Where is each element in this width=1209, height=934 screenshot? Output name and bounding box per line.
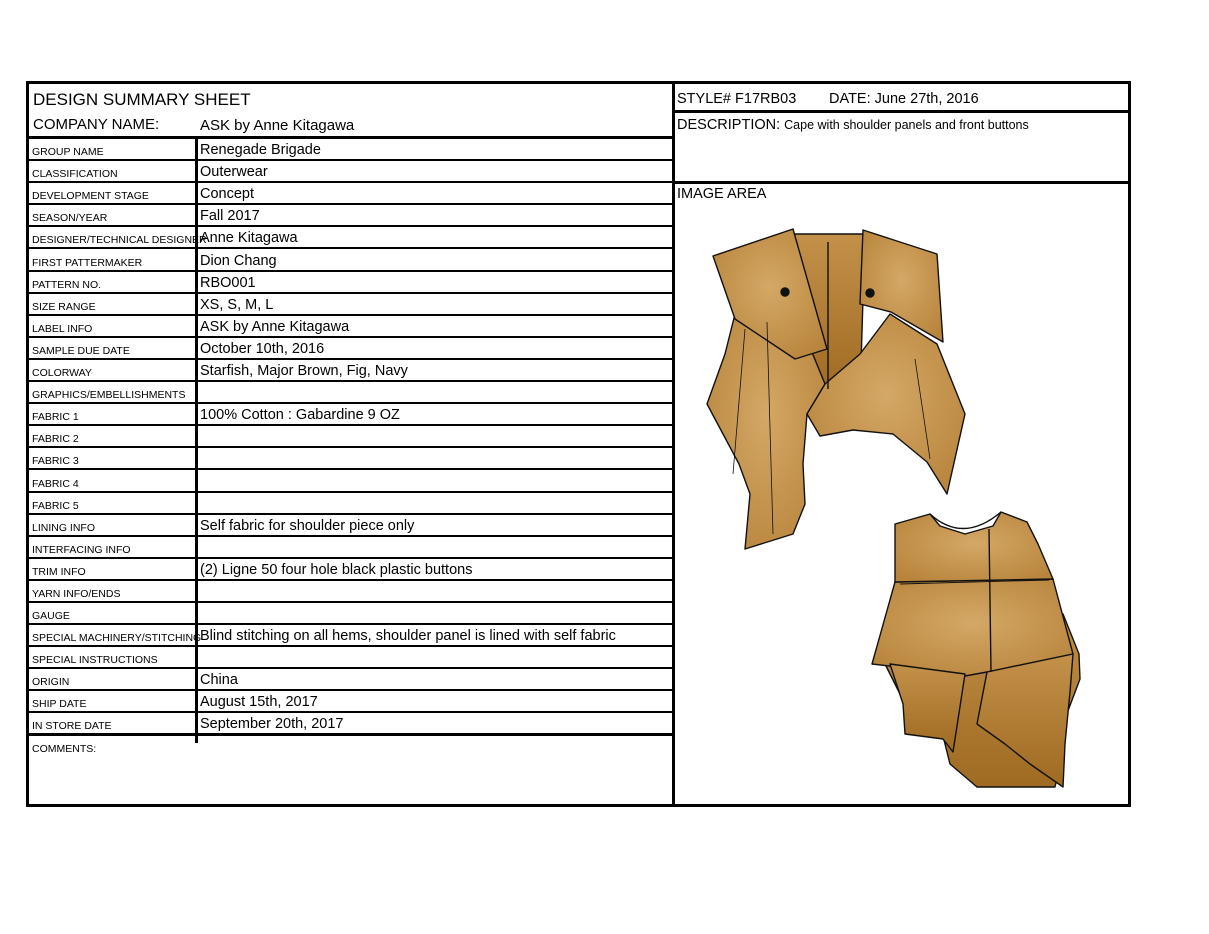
field-label: COLORWAY	[32, 367, 92, 380]
table-row	[29, 183, 672, 205]
field-value: ASK by Anne Kitagawa	[200, 318, 350, 335]
field-label: ORIGIN	[32, 676, 70, 689]
field-value: Blind stitching on all hems, shoulder panel is lined with self fabric	[200, 628, 616, 645]
field-label: GROUP NAME	[32, 146, 104, 159]
field-label: FABRIC 2	[32, 433, 79, 446]
field-label: SEASON/YEAR	[32, 212, 108, 225]
field-value: 100% Cotton : Gabardine 9 OZ	[200, 407, 400, 424]
description	[677, 117, 1029, 133]
field-label: FABRIC 5	[32, 499, 79, 512]
field-label: SPECIAL INSTRUCTIONS	[32, 654, 158, 667]
table-row	[29, 139, 672, 161]
table-row	[29, 249, 672, 271]
field-value: Self fabric for shoulder piece only	[200, 517, 415, 534]
field-value: Dion Chang	[200, 252, 277, 269]
table-row	[29, 470, 672, 492]
field-label: FABRIC 1	[32, 411, 79, 424]
table-row	[29, 669, 672, 691]
field-value: Renegade Brigade	[200, 142, 321, 159]
field-label: SIZE RANGE	[32, 300, 96, 313]
company-name-label: COMPANY NAME:	[33, 116, 160, 133]
front-view-sketch	[707, 229, 965, 549]
table-row	[29, 691, 672, 713]
field-label: SAMPLE DUE DATE	[32, 344, 130, 357]
field-label: YARN INFO/ENDS	[32, 587, 121, 600]
table-row	[29, 603, 672, 625]
company-name-value: ASK by Anne Kitagawa	[200, 117, 355, 134]
field-label: IN STORE DATE	[32, 719, 112, 732]
table-row	[29, 713, 672, 735]
table-row	[29, 404, 672, 426]
table-row	[29, 338, 672, 360]
table-row	[29, 316, 672, 338]
field-label: SHIP DATE	[32, 698, 87, 711]
field-value: XS, S, M, L	[200, 296, 274, 313]
table-row	[29, 559, 672, 581]
field-label: GRAPHICS/EMBELLISHMENTS	[32, 389, 186, 402]
field-label: CLASSIFICATION	[32, 168, 118, 181]
details-panel	[29, 84, 675, 804]
table-row	[29, 205, 672, 227]
design-summary-sheet	[26, 81, 1131, 807]
field-label: FIRST PATTERMAKER	[32, 256, 143, 269]
field-value: RBO001	[200, 274, 256, 291]
field-value: China	[200, 672, 238, 689]
field-label: DESIGNER/TECHNICAL DESIGNER	[32, 234, 207, 247]
table-row	[29, 294, 672, 316]
table-row	[29, 493, 672, 515]
field-label: TRIM INFO	[32, 565, 86, 578]
table-row	[29, 625, 672, 647]
summary-panel	[675, 84, 1128, 804]
table-row	[29, 272, 672, 294]
style-divider	[675, 110, 1128, 113]
field-label: PATTERN NO.	[32, 278, 102, 291]
field-label: GAUGE	[32, 610, 70, 623]
table-row	[29, 360, 672, 382]
field-value: Starfish, Major Brown, Fig, Navy	[200, 363, 408, 380]
table-row	[29, 227, 672, 249]
field-label: LINING INFO	[32, 521, 96, 534]
table-row	[29, 537, 672, 559]
field-value: Fall 2017	[200, 208, 260, 225]
field-label: LABEL INFO	[32, 322, 93, 335]
field-label: INTERFACING INFO	[32, 543, 131, 556]
field-value: Concept	[200, 186, 255, 203]
back-view-sketch	[872, 512, 1080, 787]
field-value: October 10th, 2016	[200, 340, 325, 357]
description-label: DESCRIPTION:	[677, 117, 781, 133]
style-number: STYLE# F17RB03	[677, 91, 797, 107]
comments-label: COMMENTS:	[32, 743, 97, 755]
field-value: Anne Kitagawa	[200, 230, 298, 247]
table-row	[29, 426, 672, 448]
sheet-date: DATE: June 27th, 2016	[829, 91, 979, 107]
table-row	[29, 448, 672, 470]
field-label: SPECIAL MACHINERY/STITCHING	[32, 632, 202, 645]
field-label: FABRIC 3	[32, 455, 79, 468]
description-divider	[675, 181, 1128, 184]
field-label: FABRIC 4	[32, 477, 79, 490]
field-value: September 20th, 2017	[200, 715, 344, 732]
sheet-title: DESIGN SUMMARY SHEET	[33, 90, 251, 109]
field-value: August 15th, 2017	[200, 694, 318, 711]
field-value: Outerwear	[200, 164, 268, 181]
garment-sketch	[675, 204, 1128, 804]
image-area-label: IMAGE AREA	[677, 186, 767, 202]
table-row	[29, 515, 672, 537]
spec-table	[29, 139, 672, 736]
field-value: (2) Ligne 50 four hole black plastic buttons	[200, 561, 473, 578]
field-label: DEVELOPMENT STAGE	[32, 190, 149, 203]
table-row	[29, 647, 672, 669]
table-row	[29, 161, 672, 183]
label-value-divider	[195, 139, 198, 743]
description-value: Cape with shoulder panels and front buttons	[784, 118, 1029, 132]
table-row	[29, 382, 672, 404]
table-row	[29, 581, 672, 603]
